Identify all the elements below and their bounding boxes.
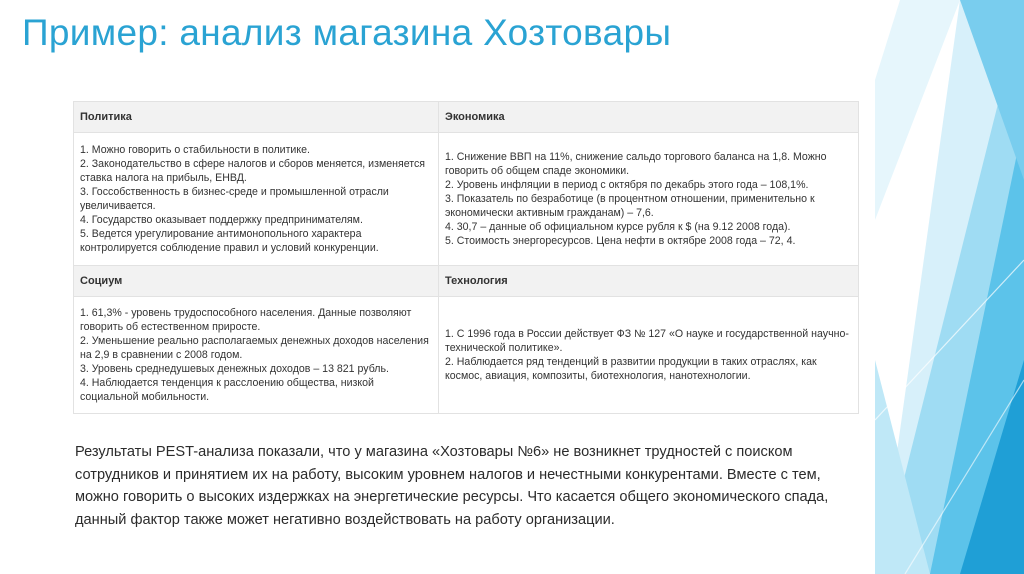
economy-item: 1. Снижение ВВП на 11%, снижение сальдо торгового баланса на 1,8. Можно говорить об общем спаде экономики. — [445, 151, 827, 177]
economy-item: 3. Показатель по безработице (в процентном отношении, применительно к экономически активным гражданам) – 7,6. — [445, 193, 815, 219]
header-technology: Технология — [439, 266, 859, 297]
economy-item: 4. 30,7 – данные об официальном курсе рубля к $ (на 9.12 2008 года). — [445, 221, 791, 233]
society-item: 4. Наблюдается тенденция к расслоению общества, низкой социальной мобильности. — [80, 377, 374, 403]
pest-table — [73, 101, 859, 414]
economy-item: 5. Стоимость энергоресурсов. Цена нефти в октябре 2008 года – 72, 4. — [445, 235, 796, 247]
slide-title: Пример: анализ магазина Хозтовары — [22, 12, 672, 53]
summary-paragraph: Результаты PEST-анализа показали, что у магазина «Хозтовары №6» не возникнет трудностей с поиском сотрудников и принятием их на работу, высоким уровнем налогов и нечестными конкурентами. Вместе с тем, можно говорить о высоких издержках на энергетические ресурсы. Что касается общего экономического спада, данный фактор также может негативно воздействовать на работу организации. — [75, 444, 829, 528]
cell-society — [74, 297, 439, 414]
politics-item: 5. Ведется урегулирование антимонопольного характера контролируется соблюдение правил и условий конкуренции. — [80, 228, 379, 254]
header-economy: Экономика — [439, 102, 859, 133]
politics-item: 2. Законодательство в сфере налогов и сборов меняется, изменяется ставка налога на прибыль, ЕНВД. — [80, 158, 426, 184]
technology-item: 2. Наблюдается ряд тенденций в развитии продукции в таких отраслях, как космос, авиация, композиты, биотехнология, нанотехнологии. — [445, 356, 817, 382]
politics-item: 3. Госсобственность в бизнес-среде и промышленной отрасли увеличивается. — [80, 186, 389, 212]
society-item: 2. Уменьшение реально располагаемых денежных доходов населения на 2,9 в сравнении с 2008 годом. — [80, 335, 429, 361]
society-item: 3. Уровень среднедушевых денежных доходов – 13 821 рубль. — [80, 363, 389, 375]
technology-item: 1. С 1996 года в России действует ФЗ № 127 «О науке и государственной научно-технической политике». — [445, 328, 849, 354]
table-header-row — [74, 102, 859, 133]
economy-item: 2. Уровень инфляции в период с октября по декабрь этого года – 108,1%. — [445, 179, 809, 191]
politics-item: 1. Можно говорить о стабильности в политике. — [80, 144, 310, 156]
table-row — [74, 133, 859, 266]
table-row — [74, 297, 859, 414]
politics-item: 4. Государство оказывает поддержку предпринимателям. — [80, 214, 363, 226]
header-society: Социум — [74, 266, 439, 297]
cell-technology — [439, 297, 859, 414]
header-politics: Политика — [74, 102, 439, 133]
cell-economy — [439, 133, 859, 266]
table-header-row — [74, 266, 859, 297]
society-item: 1. 61,3% - уровень трудоспособного населения. Данные позволяют говорить об естественном приросте. — [80, 307, 412, 333]
cell-politics — [74, 133, 439, 266]
